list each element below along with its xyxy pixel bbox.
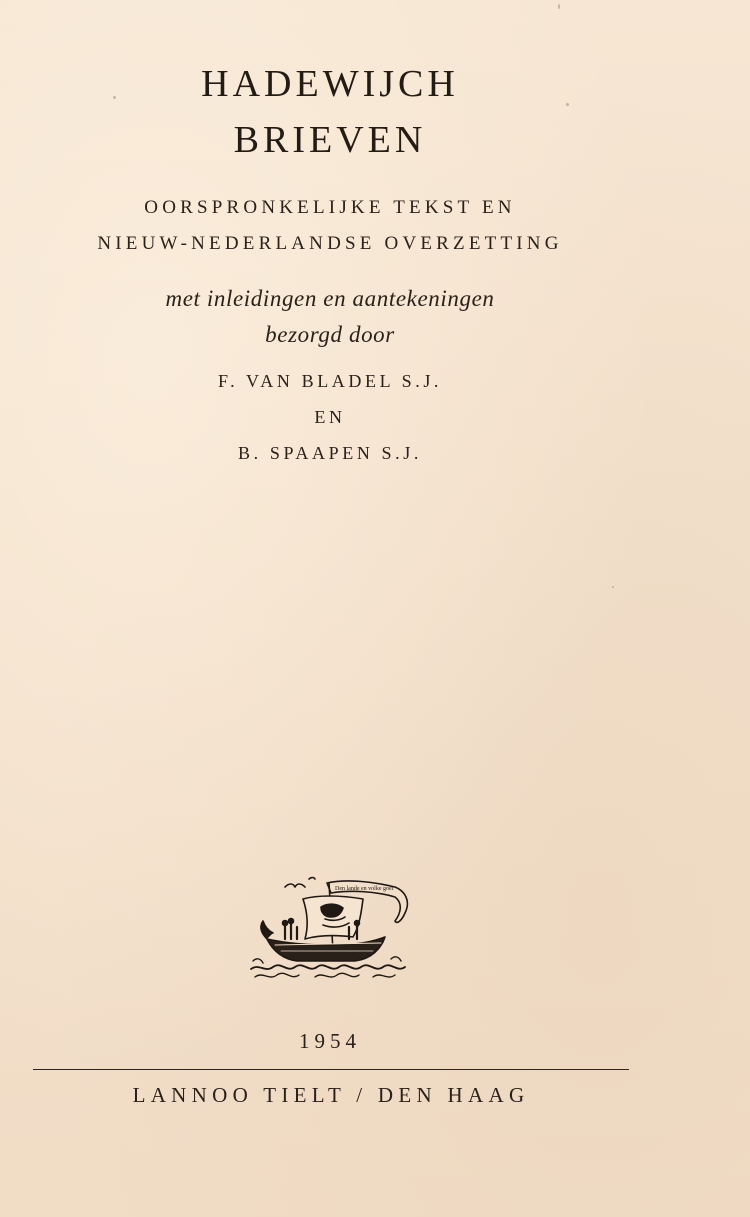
editor-1: F. VAN BLADEL S.J. — [217, 371, 443, 391]
imprint-rule — [33, 1069, 629, 1070]
editor-2: B. SPAAPEN S.J. — [238, 443, 422, 463]
book-title: BRIEVEN — [233, 119, 427, 161]
editorial-line-2: bezorgd door — [265, 322, 395, 347]
publication-year: 1954 — [299, 1029, 361, 1053]
author-heading: HADEWIJCH — [201, 63, 459, 105]
publisher-imprint: LANNOO TIELT / DEN HAAG — [132, 1083, 530, 1107]
svg-text:Den lande en volke goet: Den lande en volke goet — [335, 886, 394, 892]
subtitle-line-2: NIEUW-NEDERLANDSE OVERZETTING — [97, 233, 563, 254]
paper-speck — [558, 4, 560, 9]
editorial-line-1: met inleidingen en aantekeningen — [165, 286, 495, 311]
editor-conjunction: EN — [314, 407, 346, 427]
ship-printers-mark-icon — [245, 873, 415, 985]
paper-speck — [612, 586, 614, 588]
subtitle-line-1: OORSPRONKELIJKE TEKST EN — [144, 197, 516, 218]
